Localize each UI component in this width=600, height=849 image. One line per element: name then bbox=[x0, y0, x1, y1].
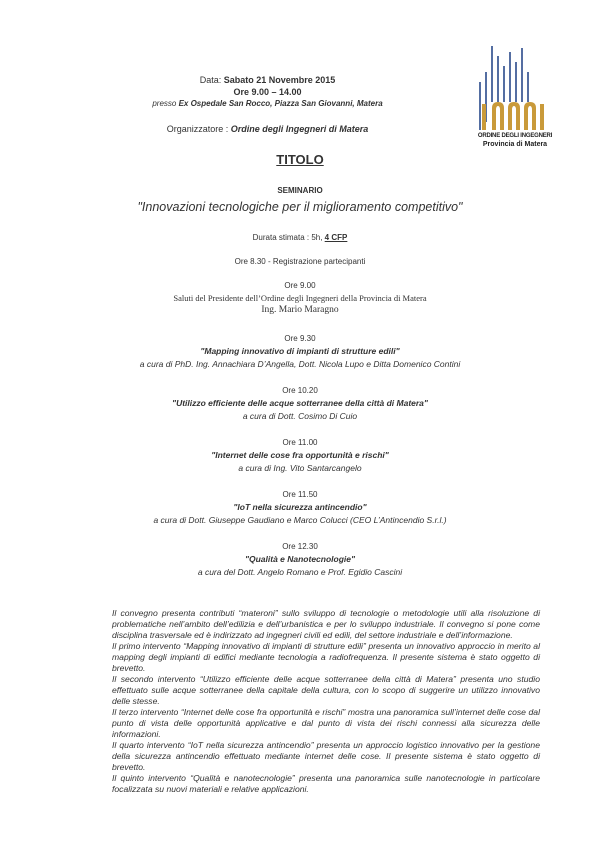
s1-by: a cura di PhD. Ing. Annachiara D’Angella, Dott. Nicola Lupo e Ditta Domenico Contini bbox=[139, 359, 461, 369]
event-date bbox=[0, 75, 535, 85]
s4-by: a cura di Dott. Giuseppe Gaudiano e Marco Colucci (CEO L’Antincendio S.r.l.) bbox=[153, 515, 447, 525]
s2-time: Ore 10.20 bbox=[282, 386, 318, 395]
event-time: Ore 9.00 – 14.00 bbox=[233, 87, 302, 97]
date-label: Data: bbox=[199, 75, 224, 85]
event-venue bbox=[0, 99, 535, 108]
s2-by: a cura di Dott. Cosimo Di Cuio bbox=[242, 411, 358, 421]
s1-time: Ore 9.30 bbox=[284, 334, 316, 343]
s3-by: a cura di Ing. Vito Santarcangelo bbox=[238, 463, 362, 473]
greet-time: Ore 9.00 bbox=[284, 281, 316, 290]
s3-title: "Internet delle cose fra opportunità e rischi" bbox=[211, 450, 389, 460]
duration-label: Durata stimata : 5h, bbox=[252, 233, 325, 242]
s4-time: Ore 11.50 bbox=[282, 490, 318, 499]
date-value: Sabato 21 Novembre 2015 bbox=[223, 75, 336, 85]
s3-time: Ore 11.00 bbox=[282, 438, 318, 447]
registration: Ore 8.30 - Registrazione partecipanti bbox=[234, 257, 366, 266]
seminar-title: "Innovazioni tecnologiche per il miglioramento competitivo" bbox=[137, 200, 463, 214]
s1-title: "Mapping innovativo di impianti di strutture edili" bbox=[200, 346, 400, 356]
organizer-label: Organizzatore : bbox=[166, 124, 231, 134]
venue-prefix: presso bbox=[152, 99, 179, 108]
venue-name: Ex Ospedale San Rocco, Piazza San Giovanni, Matera bbox=[178, 99, 383, 108]
abstract-paragraph-4: Il terzo intervento “Internet delle cose fra opportunità e rischi” mostra una panoramica sull’internet delle cose dal punto di vista delle opportunità applicative e dal punto di vista dei rischi connessi alla sicurezza delle informazioni. bbox=[112, 707, 540, 739]
s5-title: "Qualità e Nanotecnologie" bbox=[244, 554, 356, 564]
duration bbox=[0, 233, 600, 242]
s4-title: "IoT nella sicurezza antincendio" bbox=[233, 502, 367, 512]
abstract bbox=[112, 608, 540, 795]
abstract-paragraph-2: Il primo intervento “Mapping innovativo di impianti di strutture edili” presenta un innovativo approccio in merito al mapping degli impianti di edifici mediante tecnologia a radiofrequenza. Il presente sistema è stato oggetto di brevetto. bbox=[112, 641, 540, 673]
seminar-label: SEMINARIO bbox=[277, 186, 323, 195]
logo-text-ordine: ORDINE DEGLI INGEGNERI bbox=[477, 133, 553, 139]
greet-text: Saluti del Presidente dell’Ordine degli Ingegneri della Provincia di Matera bbox=[173, 293, 427, 303]
duration-cfp: 4 CFP bbox=[324, 233, 348, 242]
s2-title: "Utilizzo efficiente delle acque sotterranee della città di Matera" bbox=[172, 398, 428, 408]
logo-text-provincia: Provincia di Matera bbox=[482, 141, 548, 148]
abstract-paragraph-5: Il quarto intervento “IoT nella sicurezza antincendio” presenta un approccio logistico innovativo per la gestione della sicurezza antincendio effettuato mediante internet delle cose. Il presente sistema è stato oggetto di brevetto. bbox=[112, 740, 540, 772]
organizer-name: Ordine degli Ingegneri di Matera bbox=[230, 124, 369, 134]
page-title: TITOLO bbox=[276, 152, 324, 167]
s5-time: Ore 12.30 bbox=[282, 542, 318, 551]
abstract-paragraph-6: Il quinto intervento “Qualità e nanotecnologie” presenta una panoramica sulle nanotecnologie in particolare focalizzata su nuovi materiali e relative applicazioni. bbox=[112, 773, 540, 794]
abstract-paragraph-3: Il secondo intervento “Utilizzo efficiente delle acque sotterranee della città di Matera” presenta uno studio effettuato sulle acque sotterranee della capitale della cultura, con lo scopo di suggerire un utilizzo innovativo delle stesse. bbox=[112, 674, 540, 706]
organizer bbox=[0, 124, 535, 134]
s5-by: a cura del Dott. Angelo Romano e Prof. Egidio Cascini bbox=[197, 567, 403, 577]
greet-name: Ing. Mario Maragno bbox=[261, 305, 339, 315]
abstract-paragraph-1: Il convegno presenta contributi “materoni” sullo sviluppo di tecnologie o metodologie utili alla risoluzione di problematiche nell’ambito dell’edilizia e dell’urbanistica e per lo sviluppo industriale. Il convegno si pone come disciplina trasversale ed è indirizzato ad ingegneri civili ed edili, del settore industriale e dell’informazione. bbox=[112, 608, 540, 640]
